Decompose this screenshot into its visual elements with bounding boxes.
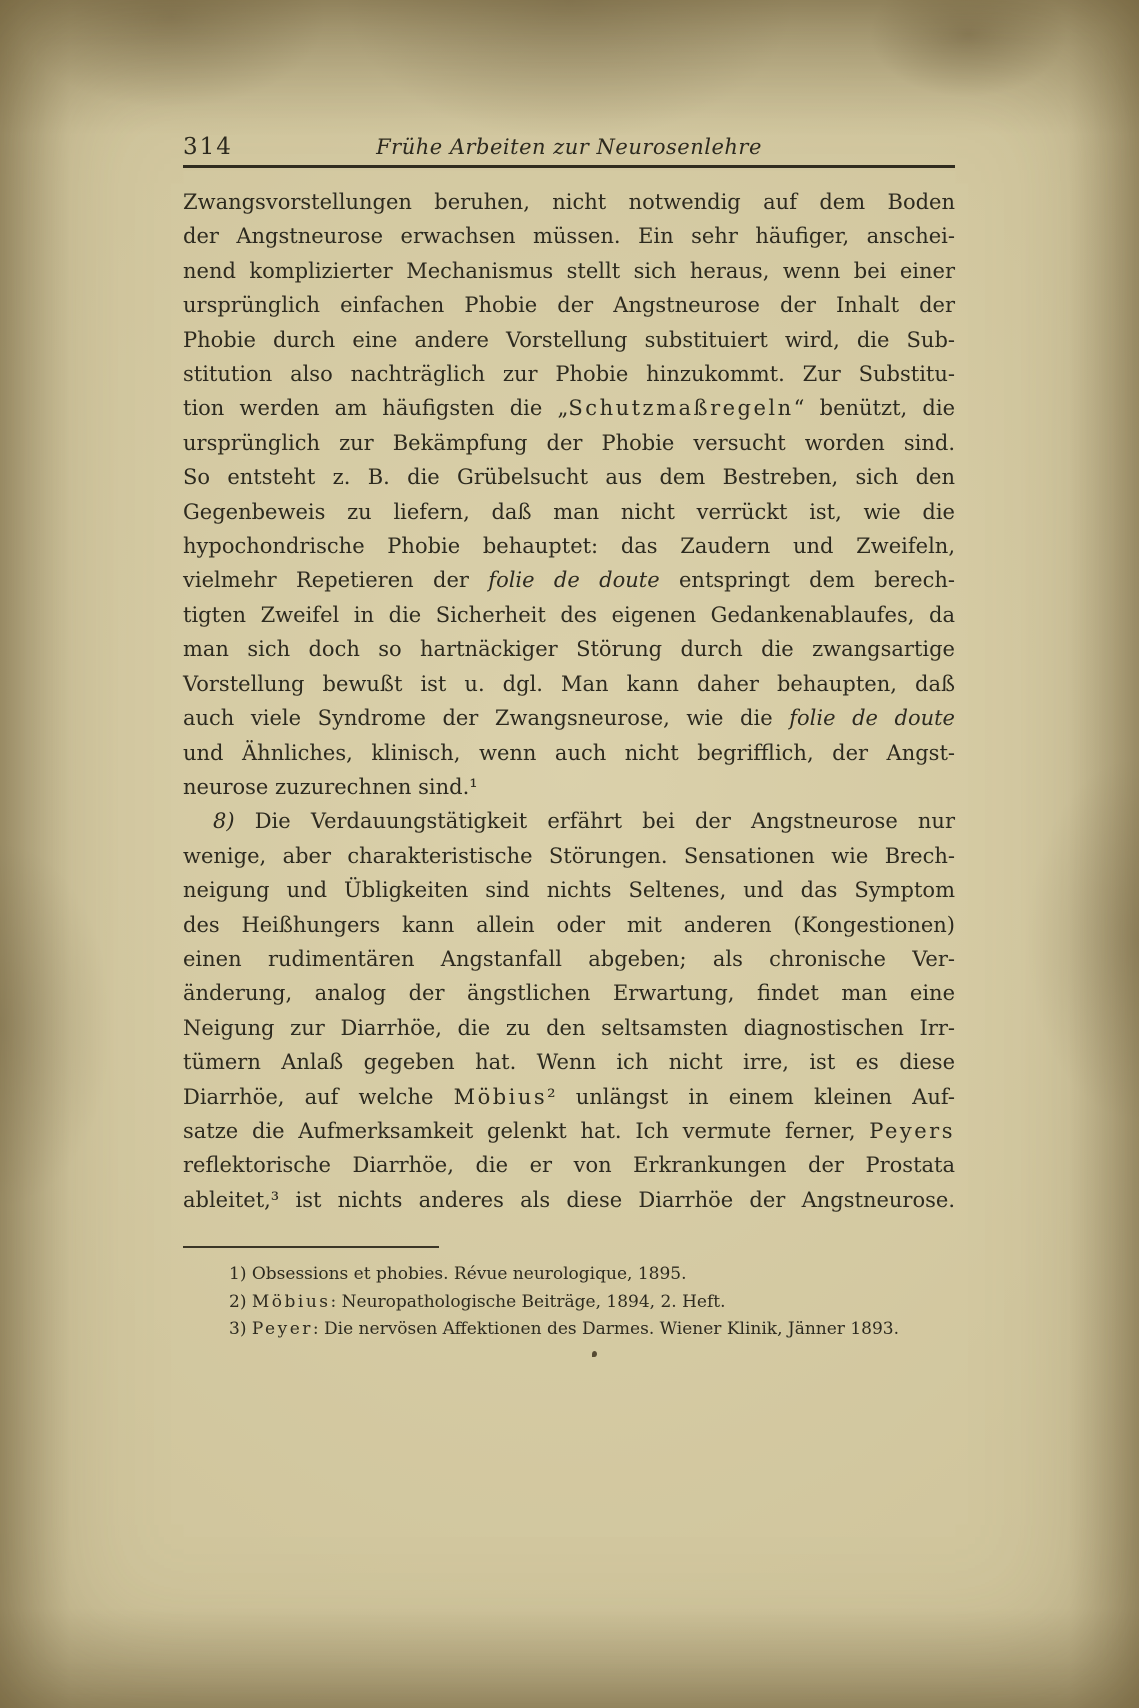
text-segment: entspringt dem berech- [659, 568, 955, 593]
ink-speck [592, 1351, 597, 1357]
text-segment: man sich doch so hartnäckiger Störung durch die zwangsartige [183, 637, 955, 662]
text-segment: neurose zuzurechnen sind.¹ [183, 774, 478, 799]
text-line [183, 529, 955, 563]
text-line [183, 1183, 955, 1217]
text-segment: wenige, aber charakteristische Störungen. Sensationen wie Brech- [183, 843, 955, 868]
text-segment: stitution also nachträglich zur Phobie hinzukommt. Zur Substitu- [183, 362, 955, 387]
text-segment: folie de doute [488, 568, 660, 593]
text-segment: neigung und Übligkeiten sind nichts Seltenes, und das Symptom [183, 878, 955, 903]
text-line [183, 701, 955, 735]
text-line [183, 873, 955, 907]
paragraph [183, 804, 955, 1217]
text-line [183, 1148, 955, 1182]
text-segment: : Die nervösen Affektionen des Darmes. Wiener Klinik, Jänner 1893. [312, 1319, 900, 1340]
text-segment: Peyers [869, 1118, 955, 1143]
text-segment: vielmehr Repetieren der [183, 568, 489, 593]
text-segment: ursprünglich einfachen Phobie der Angstneurose der Inhalt der [183, 293, 955, 318]
text-line [183, 667, 955, 701]
running-title: Frühe Arbeiten zur Neurosenlehre [376, 135, 762, 159]
text-line [183, 219, 955, 253]
text-line [183, 495, 955, 529]
text-segment: ² unlängst in einem kleinen Auf- [547, 1084, 955, 1109]
text-line [183, 1080, 955, 1114]
text-line [183, 839, 955, 873]
text-segment: ursprünglich zur Bekämpfung der Phobie versucht worden sind. [183, 430, 955, 455]
text-line [183, 357, 955, 391]
text-segment: Möbius [453, 1084, 548, 1109]
text-segment: 8) [213, 809, 235, 834]
text-line [183, 288, 955, 322]
text-segment: : Neuropathologische Beiträge, 1894, 2. Heft. [330, 1291, 726, 1312]
text-segment: Neigung zur Diarrhöe, die zu den seltsamsten diagnostischen Irr- [183, 1015, 955, 1040]
text-line [183, 323, 955, 357]
text-segment: änderung, analog der ängstlichen Erwartung, findet man eine [183, 981, 955, 1006]
footnote [183, 1261, 955, 1289]
text-line [183, 598, 955, 632]
page-content [183, 132, 955, 1344]
text-line [183, 942, 955, 976]
text-line [183, 1114, 955, 1148]
text-line [183, 460, 955, 494]
text-segment: Zwangsvorstellungen beruhen, nicht notwendig auf dem Boden [183, 190, 955, 214]
text-segment: einen rudimentären Angstanfall abgeben; als chronische Ver- [183, 946, 955, 971]
text-line [183, 185, 955, 219]
text-line [183, 1011, 955, 1045]
footnote [183, 1289, 955, 1317]
text-segment: ableitet,³ ist nichts anderes als diese Diarrhöe der Angstneurose. [183, 1187, 955, 1212]
paragraph [183, 185, 955, 804]
text-line [183, 736, 955, 770]
text-line [183, 391, 955, 425]
text-line [183, 908, 955, 942]
text-line [183, 1045, 955, 1079]
text-segment: Gegenbeweis zu liefern, daß man nicht verrückt ist, wie die [183, 499, 955, 524]
text-segment: folie de doute [789, 706, 955, 731]
text-segment: Die Verdauungstätigkeit erfährt bei der Angstneurose nur [234, 809, 955, 834]
text-segment: des Heißhungers kann allein oder mit anderen (Kongestionen) [183, 912, 955, 937]
text-segment: tigten Zweifel in die Sicherheit des eigenen Gedankenablaufes, da [183, 602, 955, 627]
text-line [183, 632, 955, 666]
text-line [183, 254, 955, 288]
text-line [183, 426, 955, 460]
footnote-rule [183, 1246, 439, 1248]
text-line [183, 804, 955, 838]
text-segment: Phobie durch eine andere Vorstellung substituiert wird, die Sub- [183, 327, 955, 352]
text-segment: 1) Obsessions et phobies. Révue neurologique, 1895. [229, 1264, 687, 1285]
text-segment: 2) [229, 1291, 252, 1312]
text-line [183, 976, 955, 1010]
text-segment: reflektorische Diarrhöe, die er von Erkrankungen der Prostata [183, 1153, 955, 1178]
text-segment: tümern Anlaß gegeben hat. Wenn ich nicht irre, ist es diese [183, 1050, 955, 1075]
text-segment: satze die Aufmerksamkeit gelenkt hat. Ich vermute ferner, [183, 1118, 870, 1143]
text-segment: 3) [229, 1319, 252, 1340]
text-segment: auch viele Syndrome der Zwangsneurose, wie die [183, 706, 790, 731]
text-segment: tion werden am häufigsten die „ [183, 396, 569, 421]
text-segment: hypochondrische Phobie behauptet: das Zaudern und Zweifeln, [183, 534, 955, 559]
text-line [183, 563, 955, 597]
header-rule [183, 165, 955, 168]
body-text [183, 185, 955, 1217]
text-segment: Vorstellung bewußt ist u. dgl. Man kann daher behaupten, daß [183, 671, 955, 696]
footnotes [183, 1261, 955, 1344]
text-segment: und Ähnliches, klinisch, wenn auch nicht begrifflich, der Angst- [183, 740, 955, 765]
text-segment: Schutzmaßregeln [568, 396, 794, 421]
footnote [183, 1316, 955, 1344]
text-segment: “ benützt, die [793, 396, 955, 421]
text-segment: Möbius [251, 1291, 331, 1312]
text-segment: der Angstneurose erwachsen müssen. Ein sehr häufiger, anschei- [183, 224, 955, 249]
text-segment: So entsteht z. B. die Grübelsucht aus dem Bestreben, sich den [183, 465, 955, 490]
text-segment: Diarrhöe, auf welche [183, 1084, 454, 1109]
page-number: 314 [183, 134, 233, 160]
text-segment: Peyer [251, 1319, 313, 1340]
text-line [183, 770, 955, 804]
page-header [183, 132, 955, 160]
text-segment: nend komplizierter Mechanismus stellt sich heraus, wenn bei einer [183, 258, 955, 283]
